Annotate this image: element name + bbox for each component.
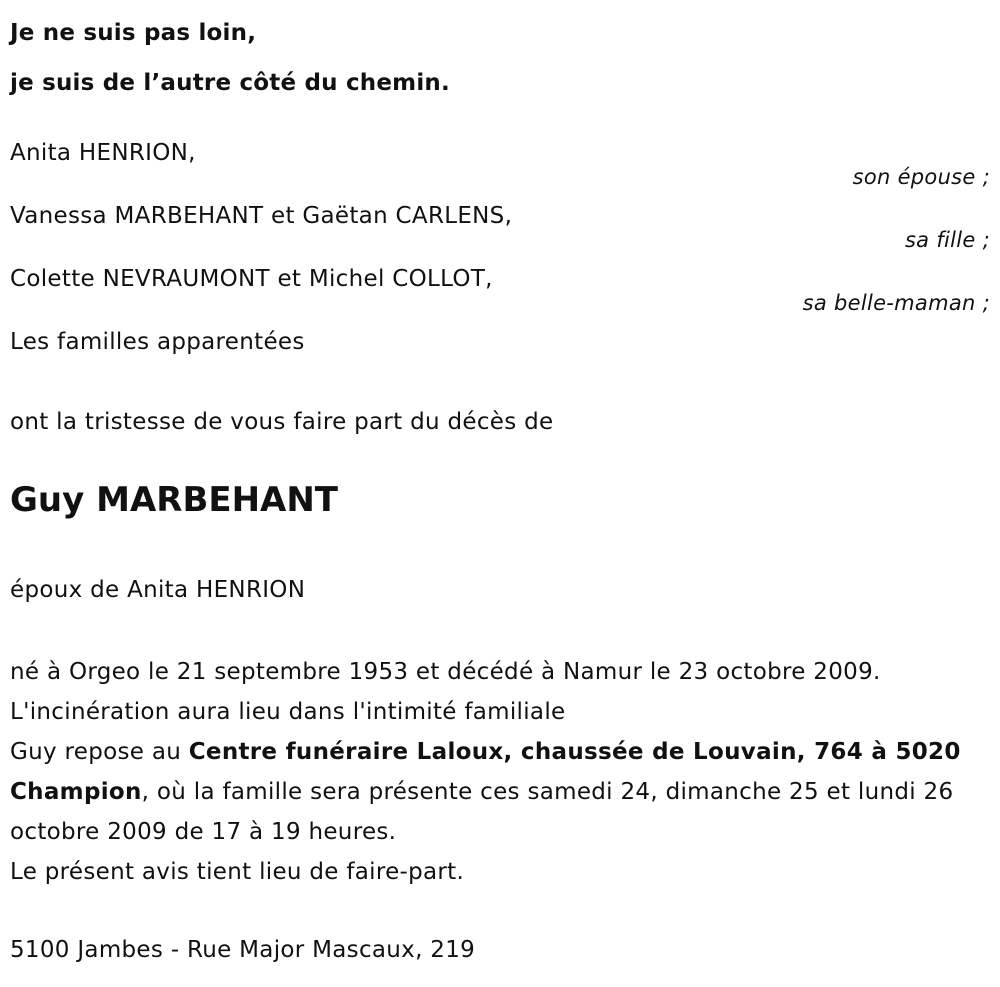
funeral-home-address: Centre funéraire Laloux, chaussée de Louvain, 764 à 5020 Champion [10,739,961,805]
poem-line: Je ne suis pas loin, [10,20,257,46]
announcement-text: ont la tristesse de vous faire part du décès de [10,409,554,435]
family-member-role: son épouse ; [852,165,990,189]
family-address: 5100 Jambes - Rue Major Mascaux, 219 [10,937,476,963]
cremation-line: L'incinération aura lieu dans l'intimité familiale [10,699,566,725]
notice-line: Le présent avis tient lieu de faire-part. [10,859,465,885]
birth-death-line: né à Orgeo le 21 septembre 1953 et décédé à Namur le 23 octobre 2009. [10,659,881,685]
repose-prefix: Guy repose au [10,739,189,765]
spouse-line: époux de Anita HENRION [10,577,306,603]
poem-line: je suis de l’autre côté du chemin. [10,70,450,96]
deceased-name: Guy MARBEHANT [10,480,338,520]
funeral-details [10,652,995,892]
poem-quote [10,8,450,108]
family-member-role: sa fille ; [904,228,990,252]
repose-suffix: , où la famille sera présente ces samedi 24, dimanche 25 et lundi 26 octobre 2009 de 17 à 19 heures. [10,779,954,845]
family-member-name: Les familles apparentées [10,329,305,355]
family-member-name: Vanessa MARBEHANT et Gaëtan CARLENS, [10,203,513,229]
repose-paragraph [10,732,995,852]
family-member-name: Colette NEVRAUMONT et Michel COLLOT, [10,266,493,292]
family-member-role: sa belle-maman ; [802,291,990,315]
family-member-name: Anita HENRION, [10,140,196,166]
